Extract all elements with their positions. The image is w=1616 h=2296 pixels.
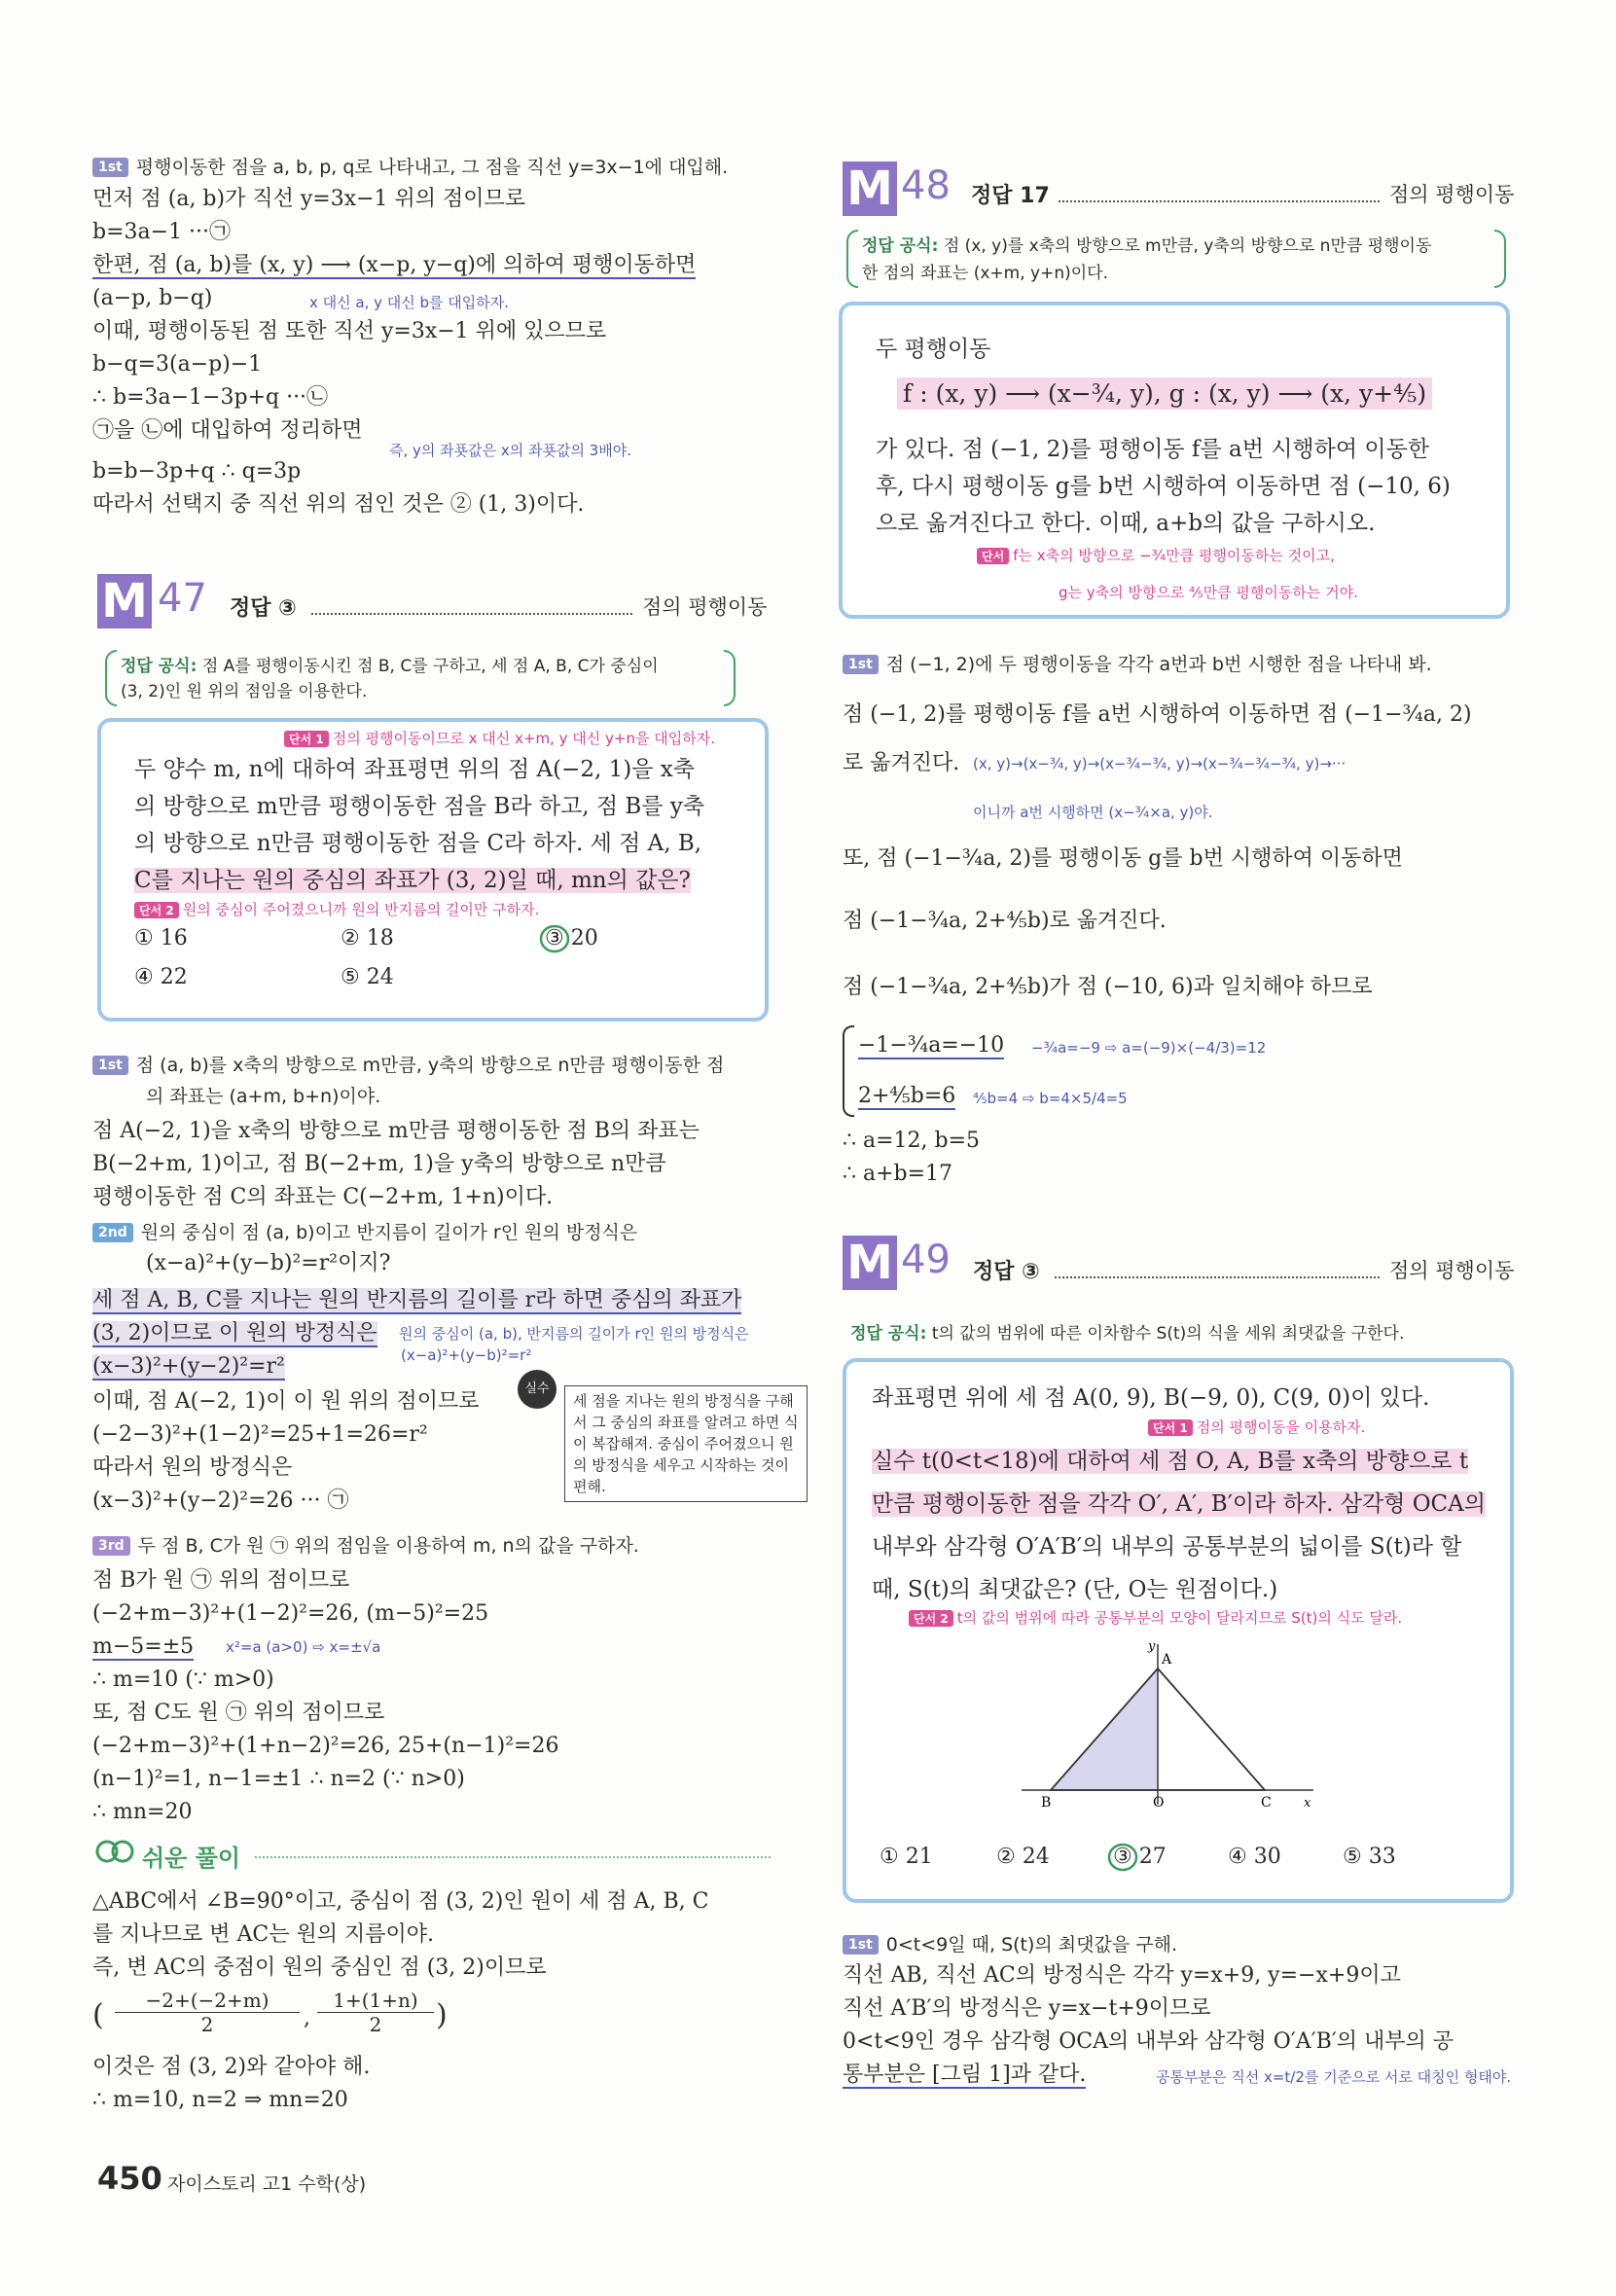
sol49-line: 직선 AB, 직선 AC의 방정식은 각각 y=x+9, y=−x+9이고 — [843, 1963, 1401, 1988]
midpoint-x: −2+(−2+m) 2 — [115, 1989, 300, 2036]
page-number: 450 — [97, 2160, 162, 2197]
quick-line: 이것은 점 (3, 2)와 같아야 해. — [92, 2055, 371, 2079]
sol47-line: (3, 2)이므로 이 원의 방정식은 — [92, 1321, 377, 1345]
problem-line: 으로 옮겨진다고 한다. 이때, a+b의 값을 구하시오. — [876, 511, 1376, 536]
quick-divider — [255, 1856, 771, 1858]
choice-3-correct: ③ 20 — [545, 926, 598, 951]
hint-2: 단서 2 t의 값의 범위에 따라 공통부분의 모양이 달라지므로 S(t)의 식도 달라. — [909, 1607, 1402, 1628]
sol47-line: (x−3)²+(y−2)²=26 ··· ㉠ — [92, 1489, 349, 1513]
m-logo: M — [843, 161, 897, 216]
formula-bracket-right — [1494, 230, 1506, 288]
midpoint-paren-open: ( — [92, 1998, 104, 2032]
m-logo: M — [843, 1236, 897, 1290]
step-tag: 1st — [92, 158, 128, 177]
sol47-line: (−2+m−3)²+(1−2)²=26, (m−5)²=25 — [92, 1601, 489, 1626]
m-logo: M — [97, 574, 152, 628]
quick-line: △ABC에서 ∠B=90°이고, 중심이 점 (3, 2)인 원이 세 점 A, B, C — [92, 1889, 709, 1914]
choice-4: ④ 22 — [134, 965, 188, 989]
problem-line: 가 있다. 점 (−1, 2)를 평행이동 f를 a번 시행하여 이동한 — [876, 437, 1430, 462]
dotted-leader — [1055, 1276, 1380, 1278]
sol47-step2: 2nd 원의 중심이 점 (a, b)이고 반지름이 길이가 r인 원의 방정식은 — [92, 1218, 637, 1247]
label-x: x — [1304, 1796, 1311, 1810]
midpoint-y: 1+(1+n) 2 — [317, 1989, 434, 2036]
sol48-chain-note: (x, y)→(x−¾, y)→(x−¾−¾, y)→(x−¾−¾−¾, y)→··· — [973, 755, 1347, 772]
formula-bracket-right — [724, 650, 736, 706]
sol46-line: b=3a−1 ···㉠ — [92, 220, 232, 244]
sol47-note: x²=a (a>0) ⇨ x=±√a — [226, 1638, 381, 1656]
sol48-line: 로 옮겨진다. — [843, 751, 960, 775]
sol48-eq: −1−¾a=−10 — [858, 1033, 1005, 1058]
problem-line: 때, S(t)의 최댓값은? (단, O는 원점이다.) — [872, 1577, 1278, 1602]
sol49-line: 0<t<9인 경우 삼각형 OCA의 내부와 삼각형 O′A′B′의 내부의 공 — [843, 2029, 1454, 2054]
problem-number: 49 — [901, 1238, 951, 1282]
sol47-line: ∴ m=10 (∵ m>0) — [92, 1668, 274, 1692]
problem-line: 만큼 평행이동한 점을 각각 O′, A′, B′이라 하자. 삼각형 OCA의 — [872, 1491, 1486, 1517]
choice-1: ① 21 — [880, 1845, 933, 1869]
problem-line: 후, 다시 평행이동 g를 b번 시행하여 이동하면 점 (−10, 6) — [876, 474, 1451, 499]
sol48-eq: 2+⅘b=6 — [858, 1084, 956, 1108]
sol47-line: 점 A(−2, 1)을 x축의 방향으로 m만큼 평행이동한 점 B의 좌표는 — [92, 1119, 700, 1143]
choice-3-correct: ③ 27 — [1113, 1845, 1167, 1869]
choice-4: ④ 30 — [1228, 1845, 1281, 1869]
sol47-line: 평행이동한 점 C의 좌표는 C(−2+m, 1+n)이다. — [92, 1185, 554, 1209]
sol46-line: 따라서 선택지 중 직선 위의 점인 것은 ② (1, 3)이다. — [92, 492, 585, 517]
sol47-line: 세 점 A, B, C를 지나는 원의 반지름의 길이를 r라 하면 중심의 좌표가 — [92, 1288, 742, 1312]
dotted-leader — [1059, 200, 1380, 202]
problem-line: 내부와 삼각형 O′A′B′의 내부의 공통부분의 넓이를 S(t)라 할 — [872, 1534, 1462, 1560]
sol46-step1: 1st 평행이동한 점을 a, b, p, q로 나타내고, 그 점을 직선 y=3x−1에 대입해. — [92, 153, 728, 182]
topic-label: 점의 평행이동 — [1389, 1259, 1515, 1282]
choice-1: ① 16 — [134, 926, 188, 951]
sol48-eq-note: −¾a=−9 ⇨ a=(−9)×(−4/3)=12 — [1031, 1039, 1267, 1057]
sol49-note: 공통부분은 직선 x=t/2를 기준으로 서로 대칭인 형태야. — [1156, 2068, 1512, 2086]
hint-2: 단서 2 원의 중심이 주어졌으니까 원의 반지름의 길이만 구하자. — [134, 899, 539, 919]
choice-2: ② 18 — [341, 926, 394, 951]
answer-label: 정답 17 — [971, 184, 1050, 208]
sol47-line: 또, 점 C도 원 ㉠ 위의 점이므로 — [92, 1701, 385, 1725]
book-title: 자이스토리 고1 수학(상) — [167, 2173, 367, 2195]
sol48-line: 점 (−1−¾a, 2+⅘b)가 점 (−10, 6)과 일치해야 하므로 — [843, 975, 1373, 999]
problem-number: 48 — [901, 163, 951, 208]
label-y: y — [1148, 1639, 1156, 1654]
topic-label: 점의 평행이동 — [1389, 183, 1515, 206]
sol47-step2-cont: (x−a)²+(y−b)²=r²이지? — [146, 1251, 391, 1275]
problem-line: 두 평행이동 — [876, 337, 991, 362]
sol46-line: b−q=3(a−p)−1 — [92, 352, 263, 377]
problem-line: 의 방향으로 n만큼 평행이동한 점을 C라 하자. 세 점 A, B, — [134, 831, 702, 856]
problem-line: 실수 t(0<t<18)에 대하여 세 점 O, A, B를 x축의 방향으로 t — [872, 1449, 1469, 1474]
sol48-line: 점 (−1, 2)를 평행이동 f를 a번 시행하여 이동하면 점 (−1−¾a, 2) — [843, 702, 1472, 727]
system-brace — [843, 1025, 854, 1117]
triangle-graph — [1012, 1634, 1333, 1810]
mistake-badge: 실수 — [518, 1370, 557, 1409]
sol47-note: 원의 중심이 (a, b), 반지름의 길이가 r인 원의 방정식은 — [399, 1325, 749, 1343]
label-O: O — [1153, 1795, 1165, 1810]
sol48-line: ∴ a+b=17 — [843, 1162, 953, 1186]
sol47-note: (x−a)²+(y−b)²=r² — [401, 1346, 532, 1364]
problem-number: 47 — [158, 576, 207, 621]
problem-line: 좌표평면 위에 세 점 A(0, 9), B(−9, 0), C(9, 0)이 있다. — [872, 1385, 1430, 1411]
quick-solution-icon — [95, 1837, 134, 1866]
quick-solution-title: 쉬운 풀이 — [142, 1845, 241, 1872]
quick-line: ∴ m=10, n=2 ⇒ mn=20 — [92, 2088, 348, 2112]
sol49-line: 직선 A′B′의 방정식은 y=x−t+9이므로 — [843, 1996, 1211, 2021]
hint: g는 y축의 방향으로 ⅘만큼 평행이동하는 거야. — [1059, 584, 1358, 601]
sol46-line: b=b−3p+q ∴ q=3p — [92, 459, 302, 484]
sol49-step1: 1st 0<t<9일 때, S(t)의 최댓값을 구해. — [843, 1930, 1177, 1959]
sol48-chain-note: 이니까 a번 시행하면 (x−¾×a, y)야. — [973, 804, 1213, 821]
sol47-line: B(−2+m, 1)이고, 점 B(−2+m, 1)을 y축의 방향으로 n만큼 — [92, 1152, 666, 1176]
problem-line: C를 지나는 원의 중심의 좌표가 (3, 2)일 때, mn의 값은? — [134, 868, 691, 893]
sol47-line: m−5=±5 — [92, 1634, 195, 1659]
formula-line: 한 점의 좌표는 (x+m, y+n)이다. — [862, 264, 1109, 283]
sol46-line: 이때, 평행이동된 점 또한 직선 y=3x−1 위에 있으므로 — [92, 319, 607, 343]
sol47-step3: 3rd 두 점 B, C가 원 ㉠ 위의 점임을 이용하여 m, n의 값을 구하자. — [92, 1531, 639, 1561]
sol48-line: 점 (−1−¾a, 2+⅘b)로 옮겨진다. — [843, 909, 1167, 933]
choice-5: ⑤ 24 — [341, 965, 394, 989]
sol47-line: 이때, 점 A(−2, 1)이 이 원 위의 점이므로 — [92, 1389, 480, 1414]
sol47-step1: 1st 점 (a, b)를 x축의 방향으로 m만큼, y축의 방향으로 n만큼 평행이동한 점 — [92, 1051, 724, 1080]
sol46-line: 한편, 점 (a, b)를 (x, y) ⟶ (x−p, y−q)에 의하여 평행이동하면 — [92, 253, 697, 277]
sol47-line: (−2−3)²+(1−2)²=25+1=26=r² — [92, 1422, 428, 1447]
mistake-callout: 세 점을 지나는 원의 방정식을 구해서 그 중심의 좌표를 알려고 하면 식이 복잡해져. 중심이 주어졌으니 원의 방정식을 세우고 시작하는 것이 편해. — [564, 1385, 808, 1502]
midpoint-paren-close: ) — [436, 1998, 448, 2032]
sol46-line: ∴ b=3a−1−3p+q ···㉡ — [92, 385, 329, 410]
sol48-line: 또, 점 (−1−¾a, 2)를 평행이동 g를 b번 시행하여 이동하면 — [843, 846, 1403, 871]
label-B: B — [1041, 1795, 1052, 1810]
sol46-note: x 대신 a, y 대신 b를 대입하자. — [309, 294, 510, 311]
correct-answer-check-icon — [1105, 1841, 1144, 1874]
sol48-eq-note: ⅘b=4 ⇨ b=4×5/4=5 — [973, 1090, 1128, 1107]
sol47-line: (x−3)²+(y−2)²=r² — [92, 1354, 285, 1379]
choice-5: ⑤ 33 — [1343, 1845, 1396, 1869]
formula-bracket-left — [105, 650, 117, 706]
choice-2: ② 24 — [996, 1845, 1050, 1869]
formula-line: 정답 공식: 점 (x, y)를 x축의 방향으로 m만큼, y축의 방향으로 n만큼 평행이동 — [862, 236, 1432, 256]
problem-line: 두 양수 m, n에 대하여 좌표평면 위의 점 A(−2, 1)을 x축 — [134, 757, 695, 782]
sol46-note: 즉, y의 좌푯값은 x의 좌푯값의 3배야. — [389, 442, 632, 459]
sol46-line: ㉠을 ㉡에 대입하여 정리하면 — [92, 418, 363, 443]
problem-formula: f : (x, y) ⟶ (x−¾, y), g : (x, y) ⟶ (x, y+⅘) — [897, 379, 1432, 409]
sol47-line: 점 B가 원 ㉠ 위의 점이므로 — [92, 1568, 350, 1593]
problem-box — [843, 1358, 1514, 1903]
formula-bracket-left — [846, 230, 858, 288]
label-A: A — [1162, 1652, 1172, 1668]
hint-1: 단서 1 점의 평행이동을 이용하자. — [1148, 1417, 1365, 1437]
sol47-line: (n−1)²=1, n−1=±1 ∴ n=2 (∵ n>0) — [92, 1767, 465, 1791]
sol48-step1: 1st 점 (−1, 2)에 두 평행이동을 각각 a번과 b번 시행한 점을 나타내 봐. — [843, 650, 1432, 679]
correct-answer-check-icon — [537, 922, 576, 955]
problem-line: 의 방향으로 m만큼 평행이동한 점을 B라 하고, 점 B를 y축 — [134, 794, 705, 819]
answer-label: 정답 ③ — [973, 1260, 1040, 1284]
sol47-line: ∴ mn=20 — [92, 1800, 193, 1824]
sol47-step1-cont: 의 좌표는 (a+m, b+n)이야. — [146, 1086, 381, 1107]
formula-line: (3, 2)인 원 위의 점임을 이용한다. — [121, 682, 368, 701]
sol46-line: (a−p, b−q) — [92, 286, 213, 310]
topic-label: 점의 평행이동 — [642, 595, 768, 619]
dotted-leader — [311, 613, 632, 615]
hint-1: 단서 1 점의 평행이동이므로 x 대신 x+m, y 대신 y+n을 대입하자. — [284, 728, 715, 748]
sol46-line: 먼저 점 (a, b)가 직선 y=3x−1 위의 점이므로 — [92, 187, 526, 211]
formula-line: 정답 공식: t의 값의 범위에 따른 이차함수 S(t)의 식을 세워 최댓값을 구한다. — [850, 1324, 1405, 1344]
hint: 단서 f는 x축의 방향으로 −¾만큼 평행이동하는 것이고, — [977, 545, 1335, 565]
formula-line: 정답 공식: 점 A를 평행이동시킨 점 B, C를 구하고, 세 점 A, B, C가 중심이 — [121, 657, 659, 676]
comma: , — [304, 2006, 310, 2030]
sol49-line: 통부분은 [그림 1]과 같다. — [843, 2063, 1087, 2087]
answer-label: 정답 ③ — [230, 596, 297, 621]
quick-line: 를 지나므로 변 AC는 원의 지름이야. — [92, 1922, 434, 1947]
sol47-line: 따라서 원의 방정식은 — [92, 1455, 293, 1480]
quick-line: 즉, 변 AC의 중점이 원의 중심인 점 (3, 2)이므로 — [92, 1955, 547, 1980]
label-C: C — [1261, 1795, 1272, 1810]
sol47-line: (−2+m−3)²+(1+n−2)²=26, 25+(n−1)²=26 — [92, 1734, 559, 1758]
sol48-line: ∴ a=12, b=5 — [843, 1129, 981, 1153]
